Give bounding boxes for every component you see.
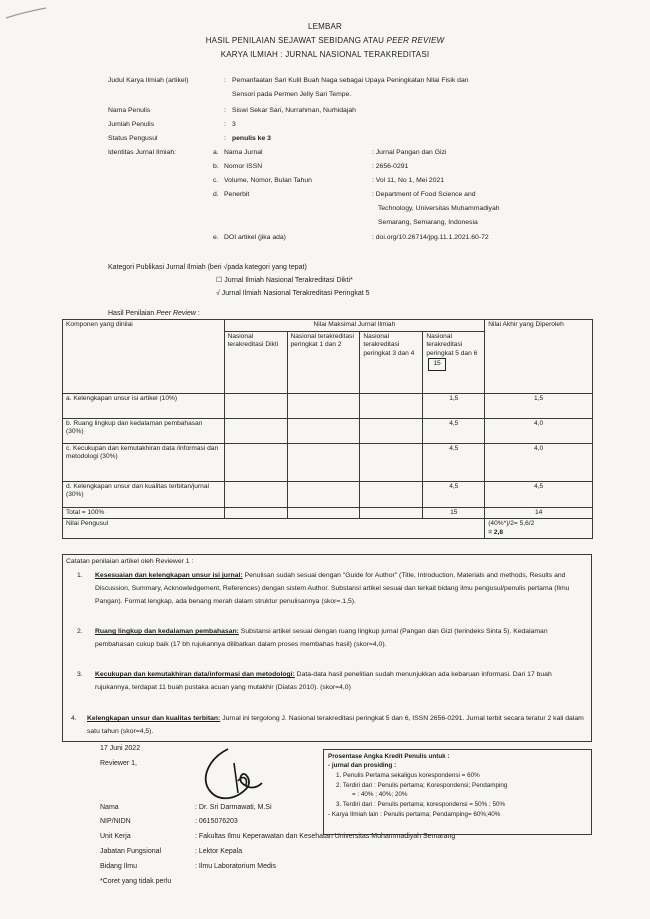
identitas-letter: e.: [213, 234, 219, 241]
note-number: 4.: [71, 715, 77, 722]
identitas-item-label: Nama Jurnal: [224, 149, 263, 156]
judul-label: Judul Karya Ilmiah (artikel): [108, 77, 189, 84]
subheader-peringkat-5-6: Nasional terakreditasi peringkat 5 dan 615: [423, 331, 485, 393]
sign-value: : Dr. Sri Darmawati, M.Si: [195, 804, 272, 811]
subheader-peringkat-1-2: Nasional terakreditasi peringkat 1 dan 2: [287, 331, 360, 393]
identitas-letter: a.: [213, 149, 219, 156]
penerbit-line-3: Semarang, Semarang, Indonesia: [378, 219, 478, 226]
prosentase-line-2a: 2. Terdiri dari : Penulis pertama; Korespondensi; Pendamping: [336, 782, 508, 789]
row-akhir: 4,5: [485, 481, 593, 507]
row-max: 4,5: [423, 443, 485, 481]
sign-label: Unit Kerja: [100, 833, 131, 840]
row-label: b. Ruang lingkup dan kedalaman pembahasan (30%): [63, 418, 225, 443]
sign-label: NIP/NIDN: [100, 818, 131, 825]
sign-value: : Ilmu Laboratorium Medis: [195, 863, 276, 870]
subheader-peringkat-3-4: Nasional terakreditasi peringkat 3 dan 4: [360, 331, 423, 393]
prosentase-jurnal: - jurnal dan prosiding :: [328, 762, 397, 769]
total-akhir: 14: [485, 507, 593, 519]
identitas-item-value: : Vol 11, No 1, Mei 2021: [372, 177, 445, 184]
row-max: 4,5: [423, 481, 485, 507]
signature-image: [198, 745, 268, 807]
sign-label: Jabatan Fungsional: [100, 848, 162, 855]
colon: :: [224, 107, 226, 114]
identitas-item-value: : 2656-0291: [372, 163, 409, 170]
title-karya: KARYA ILMIAH : JURNAL NASIONAL TERAKREDITASI: [220, 50, 430, 59]
note-number: 1.: [77, 572, 83, 579]
table-row: [63, 481, 593, 507]
identitas-item-value: : Jurnal Pangan dan Gizi: [372, 149, 447, 156]
header-nilai-akhir: Nilai Akhir yang Diperoleh: [485, 320, 593, 394]
nama-label: Nama Penulis: [108, 107, 151, 114]
sign-value: : Lektor Kepala: [195, 848, 243, 855]
pencil-mark: [4, 6, 50, 20]
row-max: 4,5: [423, 418, 485, 443]
row-akhir: 4,0: [485, 443, 593, 481]
header-komponen: Komponen yang dinilai: [63, 320, 225, 394]
title-lembar: LEMBAR: [307, 22, 343, 31]
prosentase-line-3: 3. Terdiri dari : Penulis pertama; korespondensi = 50% ; 50%: [336, 801, 506, 808]
row-akhir: 4,0: [485, 418, 593, 443]
row-label: a. Kelengkapan unsur isi artikel (10%): [63, 393, 225, 418]
jumlah-label: Jumlah Penulis: [108, 121, 155, 128]
total-label: Total = 100%: [63, 507, 225, 519]
row-max: 1,5: [423, 393, 485, 418]
pengusul-value: (40%*)/2= 5,6/2 = 2,8: [485, 519, 593, 539]
total-max: 15: [423, 507, 485, 519]
hasil-label: Hasil Penilaian Peer Review :: [108, 310, 200, 317]
colon: :: [224, 135, 226, 142]
boxed-score: 15: [428, 358, 445, 371]
status-label: Status Pengusul: [108, 135, 158, 142]
judul-value-2: Sensori pada Permen Jelly Sari Tempe.: [232, 91, 352, 98]
kategori-text: Kategori Publikasi Jurnal Ilmiah (beri √pada kategori yang tepat): [108, 264, 307, 271]
identitas-letter: d.: [213, 191, 219, 198]
penilaian-table: [62, 319, 593, 539]
identitas-item-label: DOI artikel (jika ada): [224, 234, 286, 241]
identitas-letter: c.: [213, 177, 219, 184]
coret-note: *Coret yang tidak perlu: [100, 878, 172, 885]
sign-date: 17 Juni 2022: [100, 745, 141, 752]
note-item-3: Kecukupan dan kemutakhiran data/informasi dan metodologi: Data-data hasil penelitian sudah menunjukkan ada kebaruan informasi. Dari 17 buah rujukannya, terdapat 11 buah pustaka acuan yang mutakhir (Diatas 2010). (skor=4,0): [95, 671, 552, 691]
penerbit-line-2: Technology, Universitas Muhammadiyah: [378, 205, 500, 212]
note-number: 3.: [77, 671, 83, 678]
nama-value: Siswi Sekar Sari, Nurrahman, Nurhidajah: [232, 107, 356, 114]
pengusul-label: Nilai Pengusul: [63, 519, 485, 539]
reviewer-label: Reviewer 1,: [100, 760, 137, 767]
kategori-option-dikti: ☐ Jurnal Ilmiah Nasional Terakreditasi Dikti*: [216, 277, 353, 284]
prosentase-box: [323, 749, 592, 835]
row-label: d. Kelengkapan unsur dan kualitas terbitan/jurnal (30%): [63, 481, 225, 507]
status-value: penulis ke 3: [232, 135, 271, 142]
judul-value-1: Pemanfaatan Sari Kulit Buah Naga sebagai Upaya Peningkatan Nilai Fisik dan: [232, 77, 469, 84]
sign-label: Bidang Ilmu: [100, 863, 137, 870]
total-row: [63, 507, 593, 519]
note-number: 2.: [77, 628, 83, 635]
title-hasil: HASIL PENILAIAN SEJAWAT SEBIDANG ATAU PEER REVIEW: [205, 36, 445, 45]
pengusul-row: [63, 519, 593, 539]
table-header-row: [63, 320, 593, 332]
catatan-box: [62, 554, 592, 742]
sign-value: : 0615076203: [195, 818, 238, 825]
sign-value: : Fakultas Ilmu Keperawatan dan Kesehatan Universitas Muhammadiyah Semarang: [195, 833, 456, 840]
prosentase-line-1: 1. Penulis Pertama sekaligus korespondensi = 60%: [336, 772, 480, 779]
identitas-item-label: Volume, Nomor, Bulan Tahun: [224, 177, 312, 184]
colon: :: [224, 77, 226, 84]
row-akhir: 1,5: [485, 393, 593, 418]
table-row: [63, 393, 593, 418]
note-item-1: Kesesuaian dan kelengkapan unsur isi jurnal: Penulisan sudah sesuai dengan "Guide for Author" (Title, Introduction, Materials and methods, Results and Discussion, Summary, Acknowledgement, References) dengan sistem Author. Substansi artikel sesuai dan terkait bidang ilmu pengusul/penulis pertama (Ilmu Pangan). Format lengkap, ada benang merah dalam struktur penulisannya (skor=.1,5).: [95, 572, 570, 605]
note-item-2: Ruang lingkup dan kedalaman pembahasan: Substansi artikel sesuai dengan ruang lingkup jurnal (Pangan dan Gizi (terindeks Sinta 5). Kedalaman pembahasan cukup baik (17 bh rujukannya dilibatkan dalam proses membahas hasil) (skor=4,0).: [95, 628, 548, 648]
table-row: [63, 418, 593, 443]
prosentase-title: Prosentase Angka Kredit Penulis untuk :: [328, 753, 450, 760]
note-item-4: Kelengkapan unsur dan kualitas terbitan: Jurnal ini tergolong J. Nasional terakreditasi peringkat 5 dan 6, ISSN 2656-0291. Jurnal terbit secara teratur 2 kali dalam satu tahun (skor=4,5).: [87, 715, 584, 735]
identitas-item-label: Nomor ISSN: [224, 163, 263, 170]
prosentase-line-4: - Karya Ilmiah lain : Penulis pertama; Pendamping= 60%;40%: [328, 811, 501, 818]
prosentase-line-2b: = : 40% ; 40%; 20%: [352, 791, 408, 798]
table-row: [63, 443, 593, 481]
colon: :: [224, 121, 226, 128]
row-label: c. Kecukupan dan kemutakhiran data /informasi dan metodologi (30%): [63, 443, 225, 481]
identitas-item-value: : doi.org/10.26714/jpg.11.1.2021.60-72: [372, 234, 489, 241]
sign-label: Nama: [100, 804, 119, 811]
jumlah-value: 3: [232, 121, 236, 128]
subheader-dikti: Nasional terakreditasi Dikti: [224, 331, 287, 393]
header-nilai-maksimal: Nilai Maksimal Jurnal Ilmiah: [224, 320, 485, 332]
identitas-item-value: : Department of Food Science and: [372, 191, 476, 198]
identitas-label: Identitas Jurnal Ilmiah:: [108, 149, 177, 156]
kategori-option-peringkat5: √ Jurnal Ilmiah Nasional Terakreditasi Peringkat 5: [216, 290, 370, 297]
identitas-letter: b.: [213, 163, 219, 170]
catatan-heading: Catatan penilaian artikel oleh Reviewer 1 :: [66, 558, 194, 565]
identitas-item-label: Penerbit: [224, 191, 250, 198]
